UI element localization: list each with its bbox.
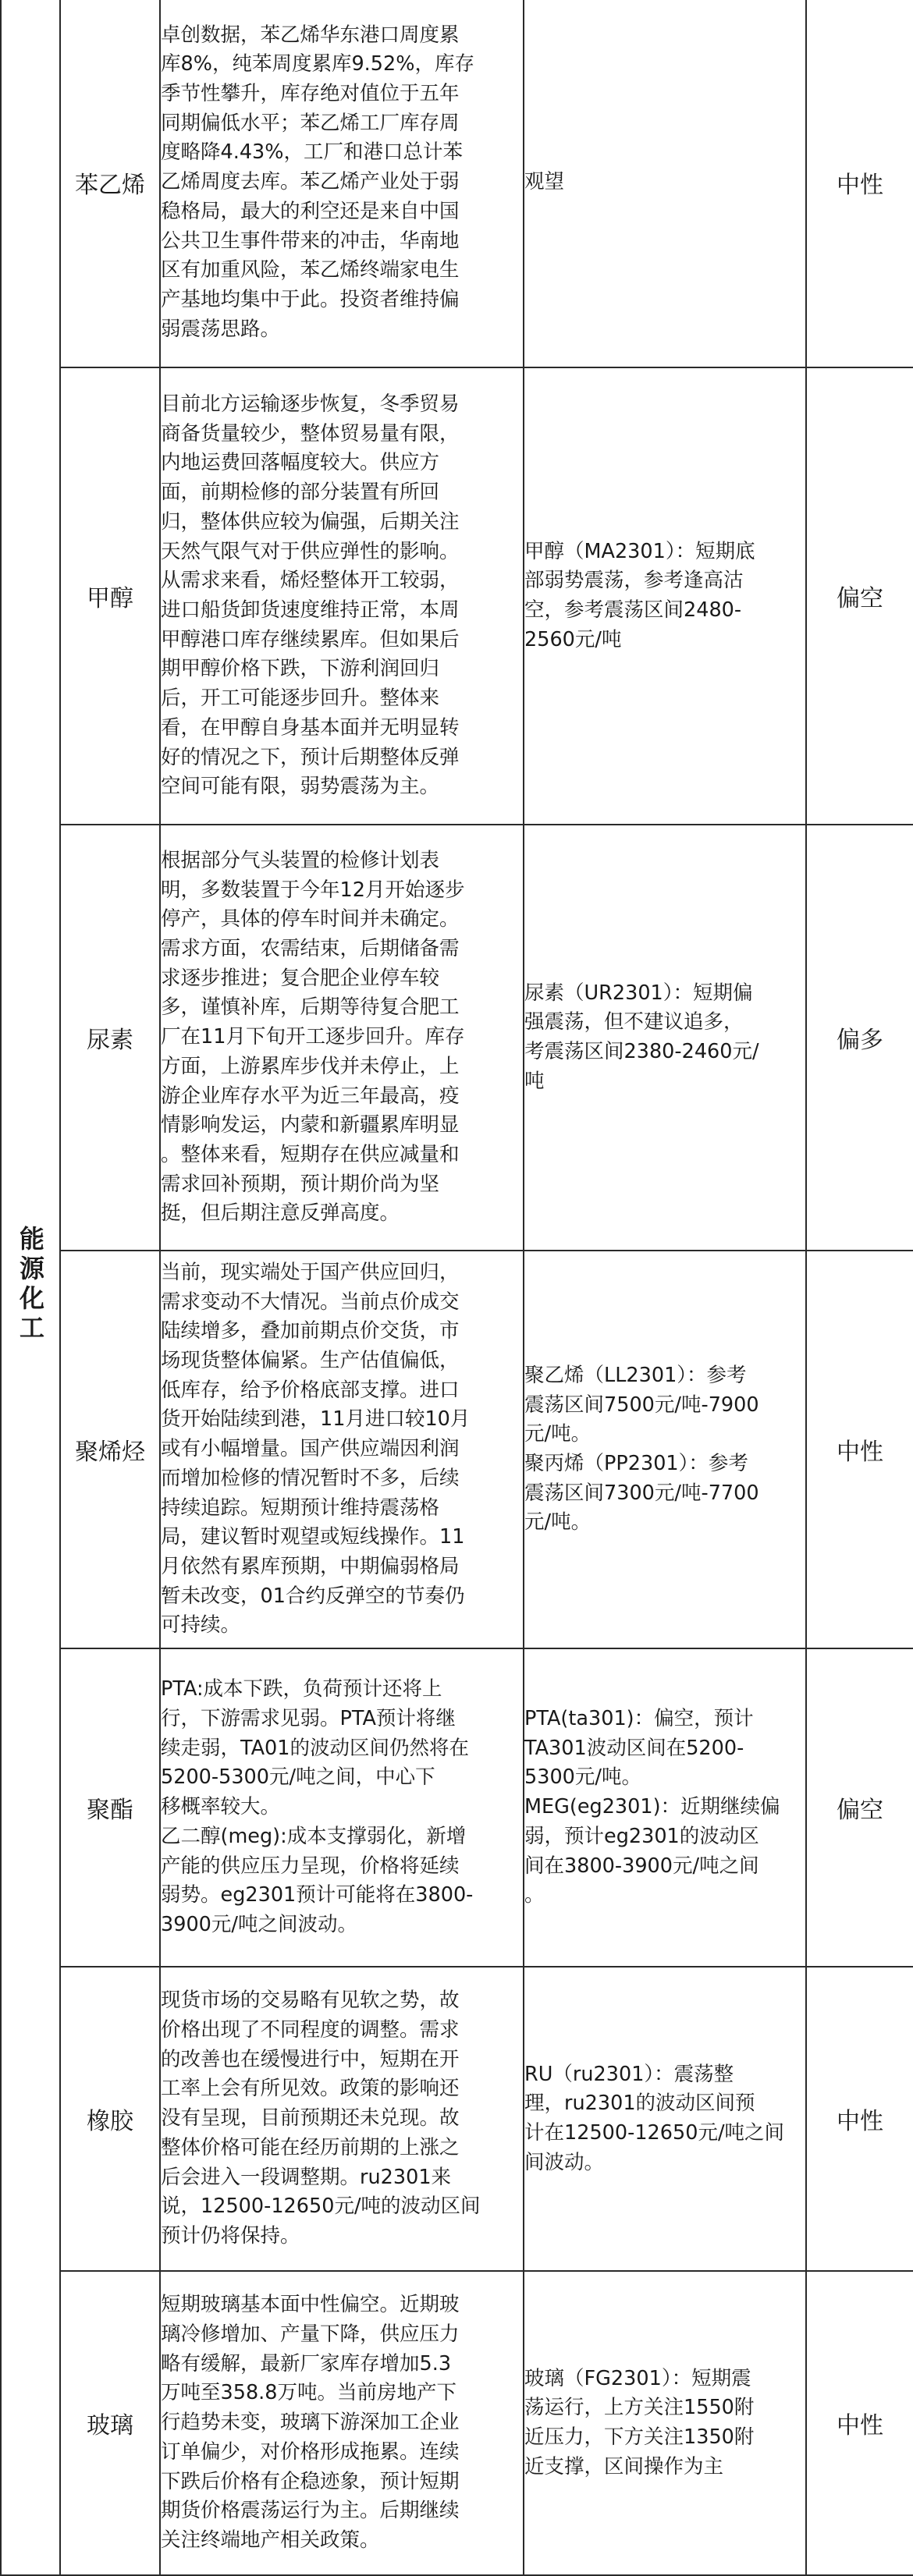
table-row xyxy=(1,1967,913,2271)
commodity-name: 玻璃 xyxy=(60,2271,160,2575)
analysis-text: PTA:成本下跌，负荷预计还将上 行，下游需求见弱。PTA预计将继 续走弱，TA01的波动区间仍然将在 5200-5300元/吨之间，中心下 移概率较大。 乙二醇(meg):成本支撑弱化，新增 产能的供应压力呈现，价格将延续 弱势。eg2301预计可能将在3800- 3900元/吨之间波动。 xyxy=(161,1677,474,1936)
strategy-text: 玻璃（FG2301）：短期震 荡运行，上方关注1550附 近压力，下方关注1350附 近支撑，区间操作为主 xyxy=(524,2366,755,2478)
table-row xyxy=(1,2271,913,2575)
sector-label: 能源化工 xyxy=(16,1226,45,1344)
outlook-label: 偏多 xyxy=(806,825,913,1251)
strategy-cell xyxy=(524,2271,806,2575)
table-row xyxy=(1,0,913,367)
table-row xyxy=(1,825,913,1251)
commodity-name: 甲醇 xyxy=(60,367,160,825)
analysis-text: 短期玻璃基本面中性偏空。近期玻 璃冷修增加、产量下降，供应压力 略有缓解，最新厂家库存增加5.3 万吨至358.8万吨。当前房地产下 行趋势未变，玻璃下游深加工企业 订单偏少，对价格形成拖累。连续 下跌后价格有企稳迹象，预计短期 期货价格震荡运行为主。后期继续 关注终端地产相关政策。 xyxy=(161,2293,460,2552)
analysis-cell xyxy=(160,1251,524,1648)
strategy-text: RU（ru2301）：震荡整 理，ru2301的波动区间预 计在12500-12650元/吨之间 间波动。 xyxy=(524,2062,785,2174)
outlook-label: 中性 xyxy=(806,2271,913,2575)
analysis-text: 目前北方运输逐步恢复，冬季贸易 商备货量较少，整体贸易量有限， 内地运费回落幅度较大。供应方 面，前期检修的部分装置有所回 归，整体供应较为偏强，后期关注 天然气限气对于供应弹性的影响。 从需求来看，烯烃整体开工较弱， 进口船货卸货速度维持正常，本周 甲醇港口库存继续累库。但如果后 期甲醇价格下跌，下游利润回归 后，开工可能逐步回升。整体来 看，在甲醇自身基本面并无明显转 好的情况之下，预计后期整体反弹 空间可能有限，弱势震荡为主。 xyxy=(161,392,460,799)
analysis-cell xyxy=(160,825,524,1251)
commodity-name: 聚酯 xyxy=(60,1648,160,1967)
outlook-label: 中性 xyxy=(806,1251,913,1648)
analysis-cell xyxy=(160,1648,524,1967)
outlook-label: 中性 xyxy=(806,1967,913,2271)
commodity-name: 苯乙烯 xyxy=(60,0,160,367)
table-row xyxy=(1,1251,913,1648)
outlook-label: 中性 xyxy=(806,0,913,367)
strategy-cell xyxy=(524,0,806,367)
analysis-text: 卓创数据，苯乙烯华东港口周度累 库8%，纯苯周度累库9.52%，库存 季节性攀升，库存绝对值位于五年 同期偏低水平；苯乙烯工厂库存周 度略降4.43%，工厂和港口总计苯 乙烯周度去库。苯乙烯产业处于弱 稳格局，最大的利空还是来自中国 公共卫生事件带来的冲击，华南地 区有加重风险，苯乙烯终端家电生 产基地均集中于此。投资者维持偏 弱震荡思路。 xyxy=(161,23,474,341)
outlook-label: 偏空 xyxy=(806,367,913,825)
analysis-text: 根据部分气头装置的检修计划表 明，多数装置于今年12月开始逐步 停产，具体的停车时间并未确定。 需求方面，农需结束，后期储备需 求逐步推进；复合肥企业停车较 多，谨慎补库，后期等待复合肥工 厂在11月下旬开工逐步回升。库存 方面，上游累库步伐并未停止，上 游企业库存水平为近三年最高，疫 情影响发运，内蒙和新疆累库明显 。整体来看，短期存在供应减量和 需求回补预期，预计期价尚为坚 挺，但后期注意反弹高度。 xyxy=(161,848,465,1226)
strategy-cell xyxy=(524,1967,806,2271)
strategy-text: 甲醇（MA2301）：短期底 部弱势震荡，参考逢高沽 空，参考震荡区间2480- 2560元/吨 xyxy=(524,539,755,651)
analysis-cell xyxy=(160,367,524,825)
analysis-cell xyxy=(160,1967,524,2271)
strategy-cell xyxy=(524,825,806,1251)
analysis-cell xyxy=(160,0,524,367)
commodity-name: 尿素 xyxy=(60,825,160,1251)
strategy-cell xyxy=(524,367,806,825)
sector-label-cell xyxy=(1,0,60,2575)
outlook-label: 偏空 xyxy=(806,1648,913,1967)
analysis-text: 现货市场的交易略有见软之势，故 价格出现了不同程度的调整。需求 的改善也在缓慢进行中，短期在开 工率上会有所见效。政策的影响还 没有呈现，目前预期还未兑现。故 整体价格可能在经历前期的上涨之 后会进入一段调整期。ru2301来 说，12500-12650元/吨的波动区间 预计仍将保持。 xyxy=(161,1989,481,2248)
strategy-cell xyxy=(524,1648,806,1967)
table-row xyxy=(1,367,913,825)
strategy-text: 尿素（UR2301）：短期偏 强震荡，但不建议追多， 考震荡区间2380-2460元/ 吨 xyxy=(524,981,759,1093)
strategy-text: 聚乙烯（LL2301）：参考 震荡区间7500元/吨-7900 元/吨。 聚丙烯（PP2301）：参考 震荡区间7300元/吨-7700 元/吨。 xyxy=(524,1363,759,1535)
analysis-cell xyxy=(160,2271,524,2575)
strategy-cell xyxy=(524,1251,806,1648)
analysis-text: 当前，现实端处于国产供应回归， 需求变动不大情况。当前点价成交 陆续增多，叠加前期点价交货，市 场现货整体偏紧。生产估值偏低， 低库存，给予价格底部支撑。进口 货开始陆续到港，11月进口较10月 或有小幅增量。国产供应端因利润 而增加检修的情况暂时不多，后续 持续追踪。短期预计维持震荡格 局，建议暂时观望或短线操作。11 月依然有累库预期，中期偏弱格局 暂未改变，01合约反弹空的节奏仍 可持续。 xyxy=(161,1260,471,1637)
strategy-text: 观望 xyxy=(524,170,565,194)
commodity-name: 聚烯烃 xyxy=(60,1251,160,1648)
strategy-text: PTA(ta301)：偏空，预计 TA301波动区间在5200- 5300元/吨。 MEG(eg2301)：近期继续偏 弱，预计eg2301的波动区 间在3800-3900元/吨之间 。 xyxy=(524,1707,780,1907)
table-row xyxy=(1,1648,913,1967)
commodity-name: 橡胶 xyxy=(60,1967,160,2271)
